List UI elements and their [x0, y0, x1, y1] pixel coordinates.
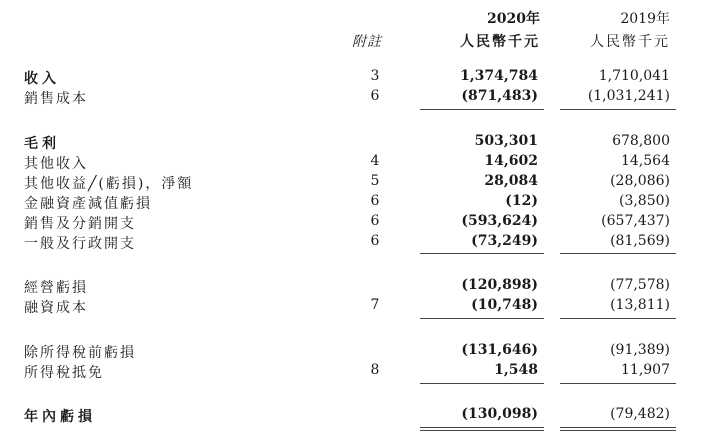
row-value-2020: (120,898)	[461, 277, 538, 293]
row-note: 6	[370, 193, 380, 209]
row-label: 除所得稅前虧損	[24, 345, 136, 361]
year-2019-header: 2019年	[620, 11, 670, 27]
row-value-2020: (871,483)	[461, 88, 538, 104]
row-note: 3	[370, 68, 380, 84]
row-label: 年內虧損	[24, 409, 96, 425]
row-label: 收入	[24, 71, 60, 87]
row-value-2019: (1,031,241)	[587, 88, 670, 104]
row-note: 4	[370, 153, 380, 169]
row-impairment-losses	[0, 193, 708, 213]
subtotal-rule-2020	[420, 109, 544, 110]
row-cost-of-sales	[0, 88, 708, 108]
unit-2019-header: 人民幣千元	[590, 34, 670, 50]
row-value-2020: (593,624)	[461, 213, 538, 229]
row-label: 毛利	[24, 136, 60, 152]
subtotal-rule-2019	[560, 109, 676, 110]
row-loss-for-year	[0, 406, 708, 426]
subtotal-rule-2020	[420, 383, 544, 384]
total-double-rule-2019	[560, 427, 676, 431]
row-value-2020: 503,301	[474, 133, 538, 149]
row-value-2019: 1,710,041	[598, 68, 670, 84]
row-note: 8	[370, 362, 380, 378]
row-value-2019: (81,569)	[610, 233, 670, 249]
year-2020-header: 2020年	[487, 11, 540, 27]
row-label: 銷售及分銷開支	[24, 216, 136, 232]
row-value-2019: (28,086)	[610, 173, 670, 189]
row-label: 其他收益╱(虧損)，淨額	[24, 176, 194, 192]
row-value-2019: (77,578)	[610, 277, 670, 293]
unit-2020-header: 人民幣千元	[460, 34, 540, 50]
row-value-2020: 1,374,784	[460, 68, 538, 84]
row-value-2019: 14,564	[621, 153, 670, 169]
subtotal-rule-2020	[420, 318, 544, 319]
row-label: 銷售成本	[24, 91, 88, 107]
row-note: 6	[370, 88, 380, 104]
subtotal-rule-2019	[560, 253, 676, 254]
row-label: 經營虧損	[24, 280, 88, 296]
row-value-2020: (10,748)	[471, 297, 538, 313]
row-value-2019: (13,811)	[610, 297, 670, 313]
note-column-header: 附註	[352, 34, 382, 50]
row-finance-costs	[0, 297, 708, 317]
row-value-2020: (131,646)	[461, 342, 538, 358]
row-label: 金融資產減值虧損	[24, 196, 152, 212]
row-value-2019: (3,850)	[618, 193, 670, 209]
subtotal-rule-2020	[420, 253, 544, 254]
row-note: 5	[370, 173, 380, 189]
row-value-2019: 678,800	[612, 133, 670, 149]
row-other-income	[0, 153, 708, 173]
row-value-2020: 1,548	[494, 362, 538, 378]
row-label: 融資成本	[24, 300, 88, 316]
row-loss-before-tax	[0, 342, 708, 362]
row-income-tax-credit	[0, 362, 708, 382]
row-revenue	[0, 68, 708, 88]
row-selling-expenses	[0, 213, 708, 233]
row-value-2019: (91,389)	[610, 342, 670, 358]
row-value-2020: 28,084	[484, 173, 538, 189]
row-operating-loss	[0, 277, 708, 297]
subtotal-rule-2019	[560, 318, 676, 319]
row-value-2019: (79,482)	[610, 406, 670, 422]
total-double-rule-2020	[420, 427, 544, 431]
row-value-2019: (657,437)	[601, 213, 670, 229]
row-label: 所得稅抵免	[24, 365, 104, 381]
row-note: 7	[370, 297, 380, 313]
row-note: 6	[370, 213, 380, 229]
row-label: 其他收入	[24, 156, 88, 172]
row-admin-expenses	[0, 233, 708, 253]
row-value-2020: 14,602	[484, 153, 538, 169]
row-note: 6	[370, 233, 380, 249]
row-value-2020: (130,098)	[461, 406, 538, 422]
row-gross-profit	[0, 133, 708, 153]
row-label: 一般及行政開支	[24, 236, 136, 252]
subtotal-rule-2019	[560, 383, 676, 384]
row-value-2020: (12)	[505, 193, 538, 209]
row-other-gains-losses	[0, 173, 708, 193]
row-value-2019: 11,907	[621, 362, 670, 378]
row-value-2020: (73,249)	[471, 233, 538, 249]
